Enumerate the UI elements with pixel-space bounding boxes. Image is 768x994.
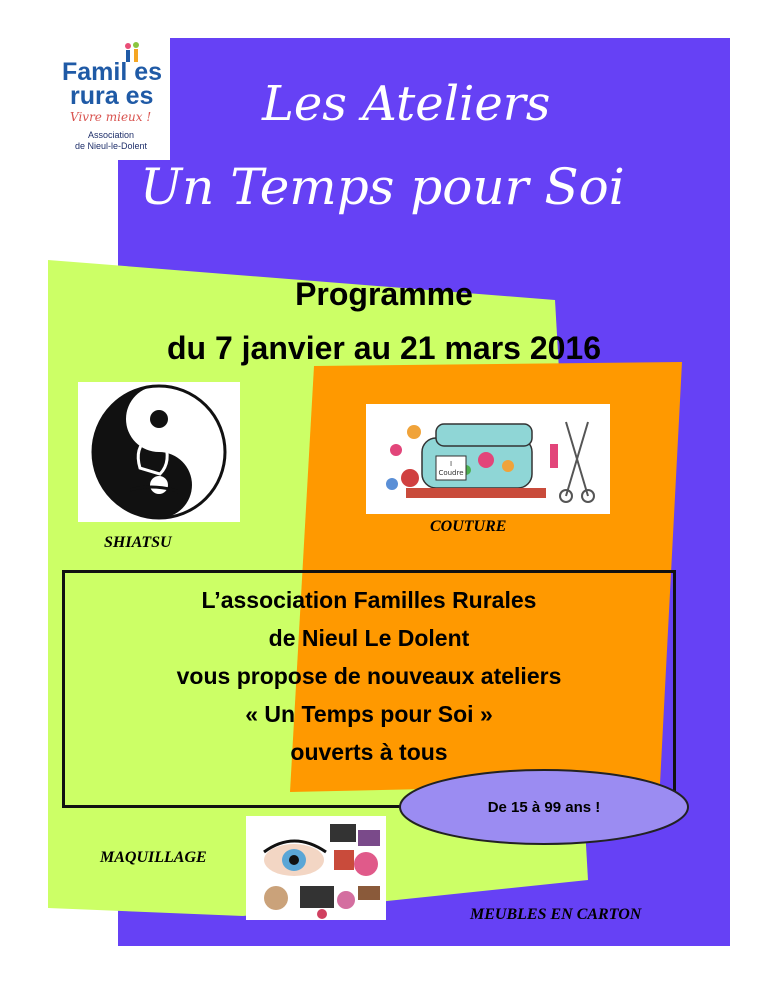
logo-association: Association bbox=[87, 130, 135, 140]
shiatsu-image bbox=[78, 382, 240, 522]
couture-sign-line2: Coudre bbox=[438, 469, 464, 477]
title-line-2: Un Temps pour Soi bbox=[140, 158, 625, 216]
announcement-line-5: ouverts à tous bbox=[290, 739, 448, 765]
programme-heading: Programme bbox=[295, 276, 473, 312]
announcement-line-2: de Nieul Le Dolent bbox=[268, 625, 470, 651]
logo-word-familles: Famil es bbox=[62, 58, 163, 86]
meubles-label: MEUBLES EN CARTON bbox=[470, 906, 642, 923]
title-line-1: Les Ateliers bbox=[262, 76, 551, 132]
announcement-line-1: L’association Familles Rurales bbox=[201, 587, 537, 613]
couture-label: COUTURE bbox=[430, 518, 507, 535]
logo-tagline: Vivre mieux ! bbox=[70, 110, 152, 124]
logo-association-place: de Nieul-le-Dolent bbox=[74, 141, 148, 151]
announcement-line-4: « Un Temps pour Soi » bbox=[245, 701, 493, 727]
programme-dates: du 7 janvier au 21 mars 2016 bbox=[166, 330, 602, 366]
announcement-line-3: vous propose de nouveaux ateliers bbox=[176, 663, 562, 689]
logo-word-rurales: rura es bbox=[70, 82, 154, 110]
maquillage-label: MAQUILLAGE bbox=[100, 849, 207, 866]
age-badge-text: De 15 à 99 ans ! bbox=[487, 798, 601, 816]
familles-rurales-logo bbox=[52, 38, 170, 160]
age-badge bbox=[398, 768, 690, 846]
couture-image bbox=[366, 404, 610, 514]
couture-sign-line1: I bbox=[449, 460, 453, 468]
shiatsu-label: SHIATSU bbox=[104, 534, 172, 551]
maquillage-image bbox=[246, 816, 386, 920]
